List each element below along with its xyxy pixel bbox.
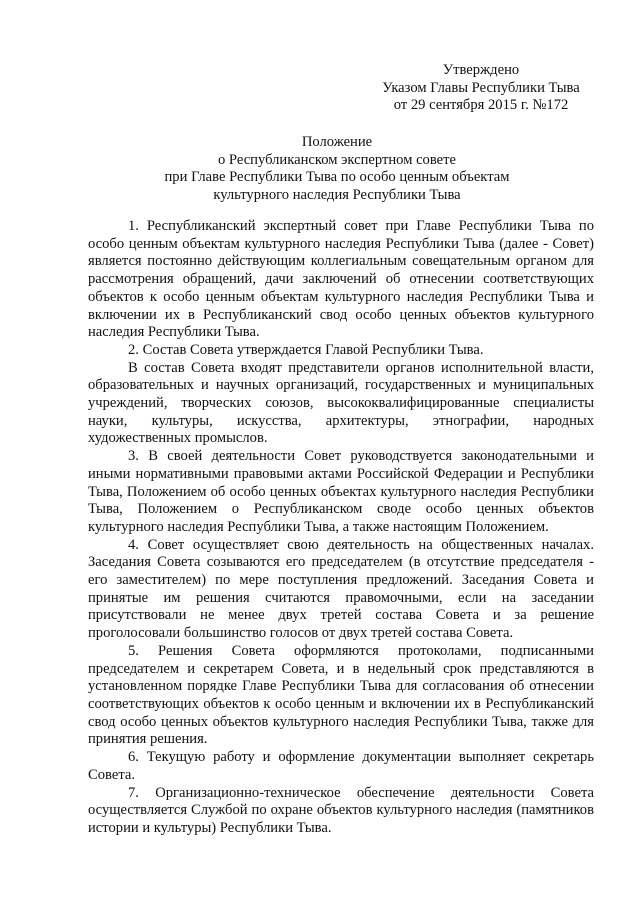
title-line-2: о Республиканском экспертном совете <box>217 151 456 168</box>
paragraph-2: 2. Состав Совета утверждается Главой Республики Тыва. <box>128 341 484 358</box>
document-body <box>88 218 594 838</box>
title-line-4: культурного наследия Республики Тыва <box>213 186 461 203</box>
approval-line-1: Утверждено <box>442 62 520 78</box>
paragraph-7: 6. Текущую работу и оформление документации выполняет секретарь Совета. <box>88 749 594 783</box>
approval-stamp <box>376 62 586 115</box>
paragraph-3: В состав Совета входят представители органов исполнительной власти, образовательных и научных организаций, государственных и муниципальных учреждений, творческих союзов, высококвалифицированные специалисты науки, культуры, искусства, архитектуры, этнографии, народных художественных промыслов. <box>88 359 594 447</box>
paragraph-8: 7. Организационно-техническое обеспечение деятельности Совета осуществляется Службой по охране объектов культурного наследия (памятников истории и культуры) Республики Тыва. <box>88 784 594 836</box>
document-title <box>70 134 604 204</box>
paragraph-4: 3. В своей деятельности Совет руководствуется законодательными и иными нормативными правовыми актами Российской Федерации и Республики Тыва, Положением об особо ценных объектах культурного наследия Республики Тыва, Положением о Республиканском своде особо ценных объектов культурного наследия Республики Тыва, а также настоящим Положением. <box>88 448 594 535</box>
paragraph-1: 1. Республиканский экспертный совет при Главе Республики Тыва по особо ценным объектам культурного наследия Республики Тыва (далее - Совет) является постоянно действующим коллегиальным совещательным органом для рассмотрения обращений, дачи заключений об отнесении соответствующих объектов к особо ценным объектам культурного наследия Республики Тыва и включении их в Республиканский свод особо ценных объектов культурного наследия Республики Тыва. <box>88 218 594 341</box>
approval-line-3: от 29 сентября 2015 г. №172 <box>393 97 569 113</box>
paragraph-6: 5. Решения Совета оформляются протоколами, подписанными председателем и секретарем Совета, и в недельный срок представляются в установленном порядке Главе Республики Тыва для согласования об отнесении соответствующих объектов к особо ценным и включении их в Республиканский свод особо ценных объектов культурного наследия Республики Тыва, также для принятия решения. <box>88 642 594 748</box>
title-line-3: при Главе Республики Тыва по особо ценным объектам <box>164 169 510 185</box>
approval-line-2: Указом Главы Республики Тыва <box>382 79 580 96</box>
title-line-1: Положение <box>301 134 373 150</box>
paragraph-5: 4. Совет осуществляет свою деятельность на общественных началах. Заседания Совета созываются его председателем (в отсутствие председателя - его заместителем) по мере поступления предложений. Заседания Совета и принятые им решения считаются правомочными, если на заседании присутствовали не менее двух третей состава Совета и за решение проголосовали большинство голосов от двух третей состава Совета. <box>88 536 594 642</box>
